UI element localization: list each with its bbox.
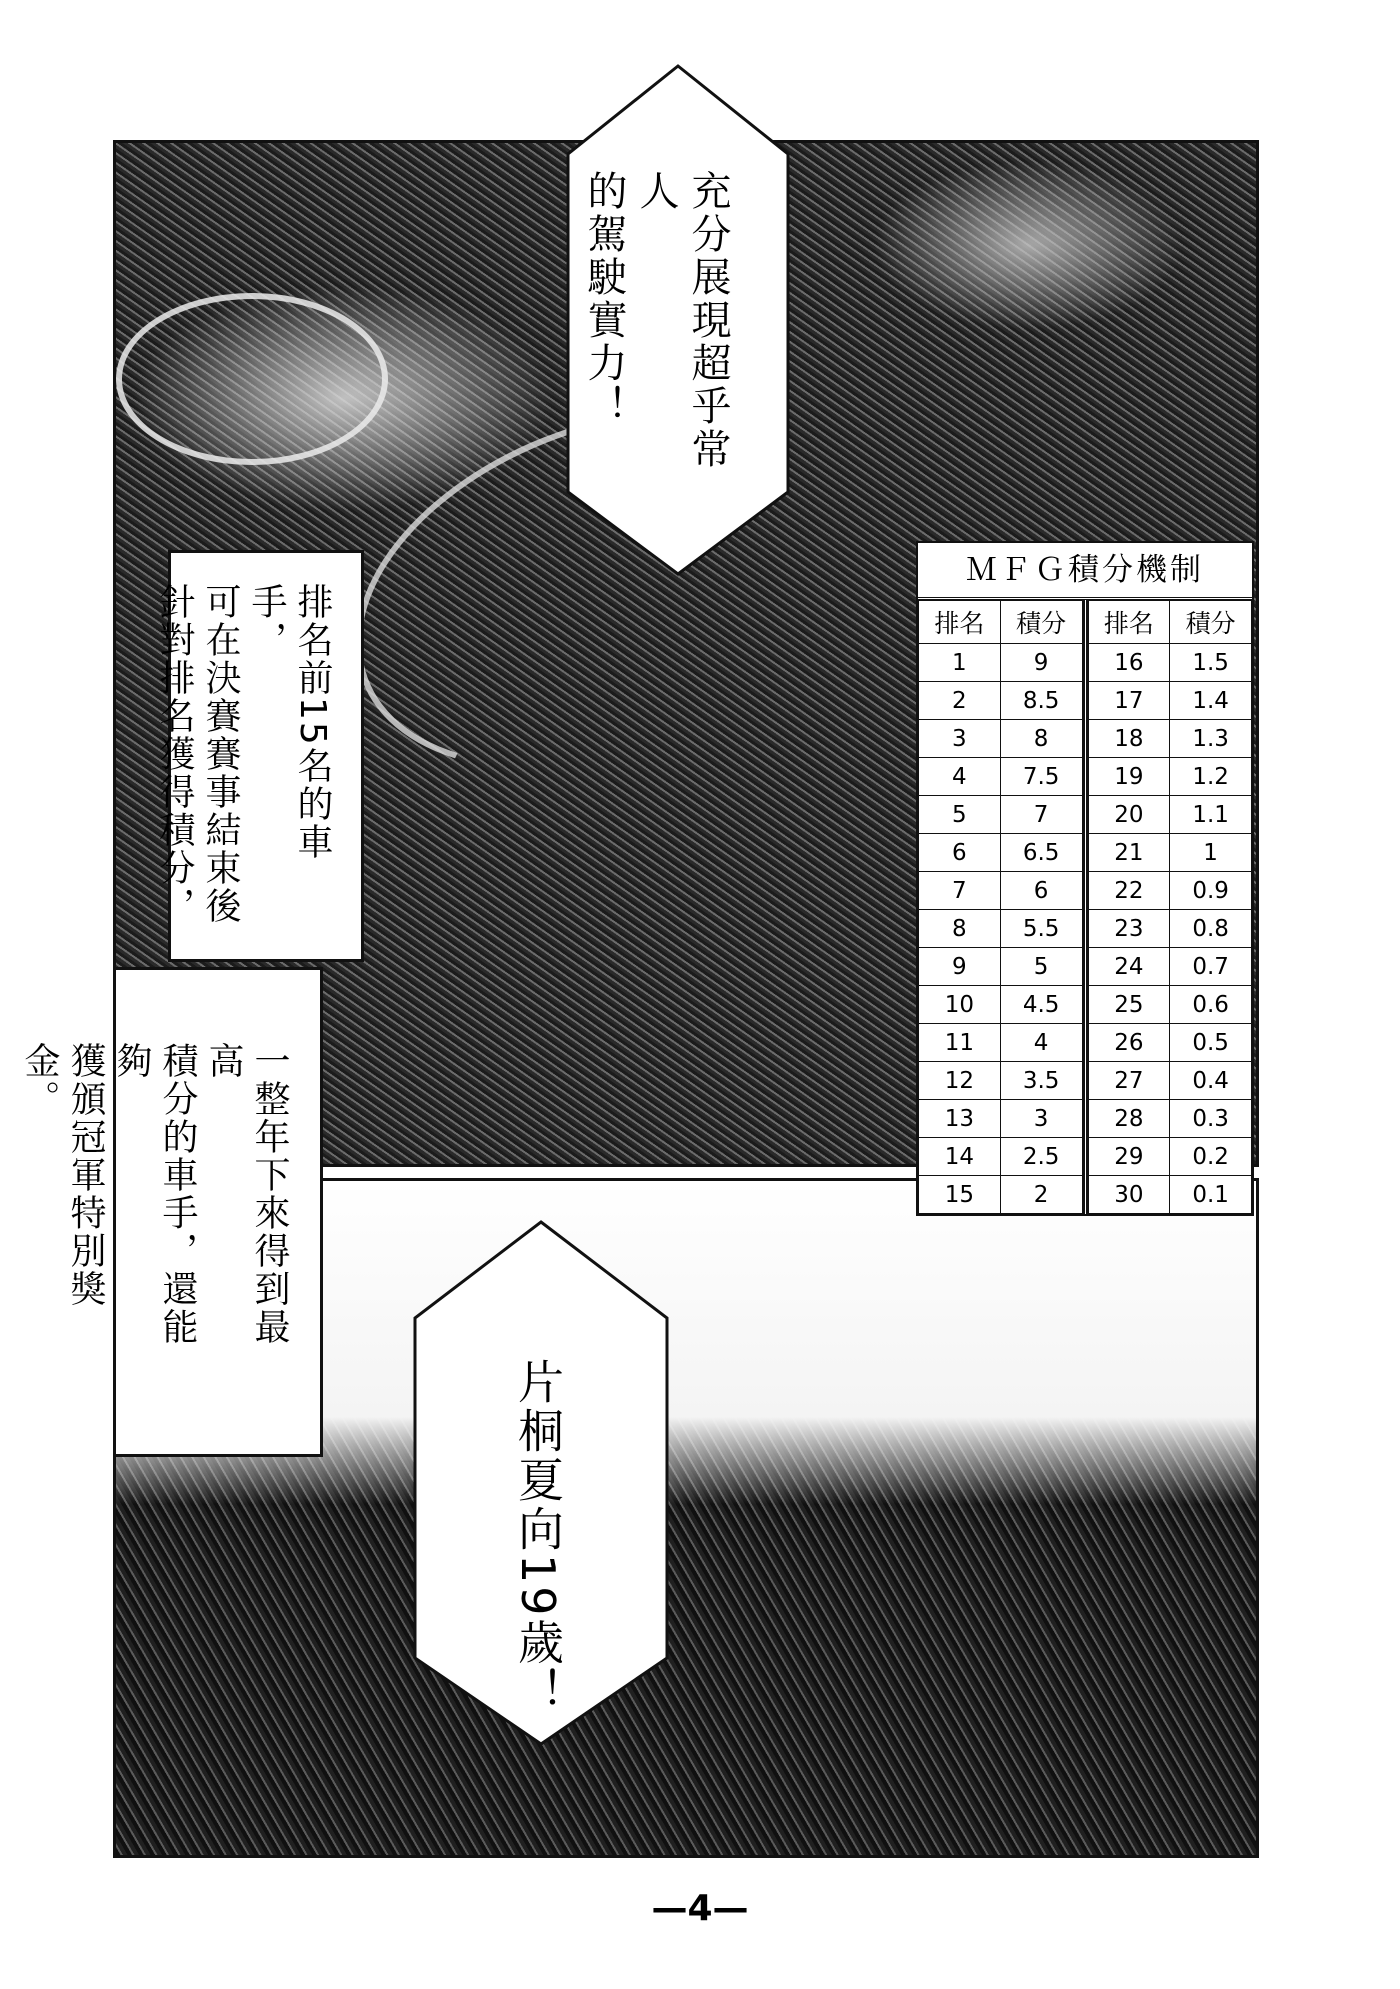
table-row (919, 720, 1083, 758)
cell-rank: 16 (1088, 644, 1170, 682)
cell-points: 0.7 (1170, 948, 1252, 986)
table-row (919, 834, 1083, 872)
cell-points: 1.4 (1170, 682, 1252, 720)
cell-rank: 6 (919, 834, 1001, 872)
header-points: 積分 (1000, 601, 1082, 644)
table-row (919, 910, 1083, 948)
table-row (919, 796, 1083, 834)
cell-rank: 26 (1088, 1024, 1170, 1062)
cell-points: 6.5 (1000, 834, 1082, 872)
caption-box-prize (19, 967, 323, 1457)
table-row (1088, 948, 1252, 986)
cell-points: 0.5 (1170, 1024, 1252, 1062)
cell-rank: 19 (1088, 758, 1170, 796)
bubble-line: 的駕駛實力！ (581, 170, 627, 428)
cell-rank: 2 (919, 682, 1001, 720)
cell-rank: 21 (1088, 834, 1170, 872)
table-row (1088, 1176, 1252, 1214)
cell-points: 8 (1000, 720, 1082, 758)
table-row (1088, 796, 1252, 834)
header-rank: 排名 (1088, 601, 1170, 644)
table-row (919, 1062, 1083, 1100)
caption-box-ranking (154, 550, 364, 962)
caption-line: 一整年下來得到最高 (203, 1042, 290, 1346)
table-row (1088, 1024, 1252, 1062)
cell-points: 0.4 (1170, 1062, 1252, 1100)
bubble-line: 片桐夏向19歲！ (511, 1358, 565, 1717)
cell-points: 7.5 (1000, 758, 1082, 796)
speech-bubble-bottom (405, 1218, 677, 1748)
table-row (1088, 872, 1252, 910)
cell-rank: 29 (1088, 1138, 1170, 1176)
cell-points: 8.5 (1000, 682, 1082, 720)
table-row (919, 1176, 1083, 1214)
caption-line: 針對排名獲得積分， (154, 583, 195, 925)
cell-rank: 17 (1088, 682, 1170, 720)
cell-rank: 1 (919, 644, 1001, 682)
header-points: 積分 (1170, 601, 1252, 644)
cell-points: 1.3 (1170, 720, 1252, 758)
table-row (919, 758, 1083, 796)
cell-rank: 20 (1088, 796, 1170, 834)
cell-rank: 28 (1088, 1100, 1170, 1138)
bubble-line: 充分展現超乎常人 (633, 170, 731, 471)
cell-points: 5 (1000, 948, 1082, 986)
cell-rank: 30 (1088, 1176, 1170, 1214)
table-row (1088, 758, 1252, 796)
cell-rank: 14 (919, 1138, 1001, 1176)
cell-rank: 11 (919, 1024, 1001, 1062)
highway-interchange (116, 293, 388, 465)
cell-rank: 24 (1088, 948, 1170, 986)
cell-rank: 12 (919, 1062, 1001, 1100)
cell-rank: 22 (1088, 872, 1170, 910)
cell-points: 5.5 (1000, 910, 1082, 948)
cell-rank: 13 (919, 1100, 1001, 1138)
page-number: —4— (651, 1888, 749, 1929)
caption-line: 可在決賽賽事結束後 (200, 583, 241, 925)
table-row (919, 644, 1083, 682)
cell-points: 0.9 (1170, 872, 1252, 910)
cell-points: 7 (1000, 796, 1082, 834)
cell-rank: 25 (1088, 986, 1170, 1024)
cell-rank: 23 (1088, 910, 1170, 948)
table-row (1088, 1100, 1252, 1138)
table-title: ＭＦＧ積分機制 (918, 543, 1252, 600)
cell-points: 2 (1000, 1176, 1082, 1214)
cell-rank: 18 (1088, 720, 1170, 758)
table-row (919, 682, 1083, 720)
cell-points: 0.3 (1170, 1100, 1252, 1138)
cell-points: 2.5 (1000, 1138, 1082, 1176)
cell-points: 3.5 (1000, 1062, 1082, 1100)
table-row (919, 1024, 1083, 1062)
cell-points: 0.8 (1170, 910, 1252, 948)
cell-rank: 5 (919, 796, 1001, 834)
table-row (1088, 1138, 1252, 1176)
table-row (1088, 644, 1252, 682)
points-table-right (1088, 600, 1253, 1214)
cell-rank: 4 (919, 758, 1001, 796)
caption-line: 積分的車手，還能夠 (111, 1042, 198, 1346)
points-table-left (918, 600, 1083, 1214)
cell-points: 0.1 (1170, 1176, 1252, 1214)
cell-points: 6 (1000, 872, 1082, 910)
caption-line: 獲頒冠軍特別獎金。 (19, 1042, 106, 1308)
mfg-points-table (916, 541, 1254, 1216)
cell-rank: 10 (919, 986, 1001, 1024)
cell-rank: 8 (919, 910, 1001, 948)
speech-bubble-top (560, 62, 796, 578)
table-row (919, 948, 1083, 986)
table-row (1088, 682, 1252, 720)
table-row (1088, 986, 1252, 1024)
table-row (1088, 910, 1252, 948)
cell-rank: 15 (919, 1176, 1001, 1214)
cell-points: 3 (1000, 1100, 1082, 1138)
table-row (1088, 834, 1252, 872)
table-row (919, 986, 1083, 1024)
cell-points: 4.5 (1000, 986, 1082, 1024)
caption-line: 排名前15名的車手， (246, 583, 333, 861)
cell-rank: 27 (1088, 1062, 1170, 1100)
table-row (919, 872, 1083, 910)
table-row (919, 1100, 1083, 1138)
cell-points: 1.5 (1170, 644, 1252, 682)
cell-points: 9 (1000, 644, 1082, 682)
cell-rank: 9 (919, 948, 1001, 986)
cell-points: 1 (1170, 834, 1252, 872)
cell-points: 1.2 (1170, 758, 1252, 796)
cell-points: 1.1 (1170, 796, 1252, 834)
header-rank: 排名 (919, 601, 1001, 644)
table-row (1088, 1062, 1252, 1100)
cell-rank: 3 (919, 720, 1001, 758)
cell-points: 4 (1000, 1024, 1082, 1062)
cell-points: 0.2 (1170, 1138, 1252, 1176)
table-row (1088, 720, 1252, 758)
table-row (919, 1138, 1083, 1176)
cell-rank: 7 (919, 872, 1001, 910)
cell-points: 0.6 (1170, 986, 1252, 1024)
